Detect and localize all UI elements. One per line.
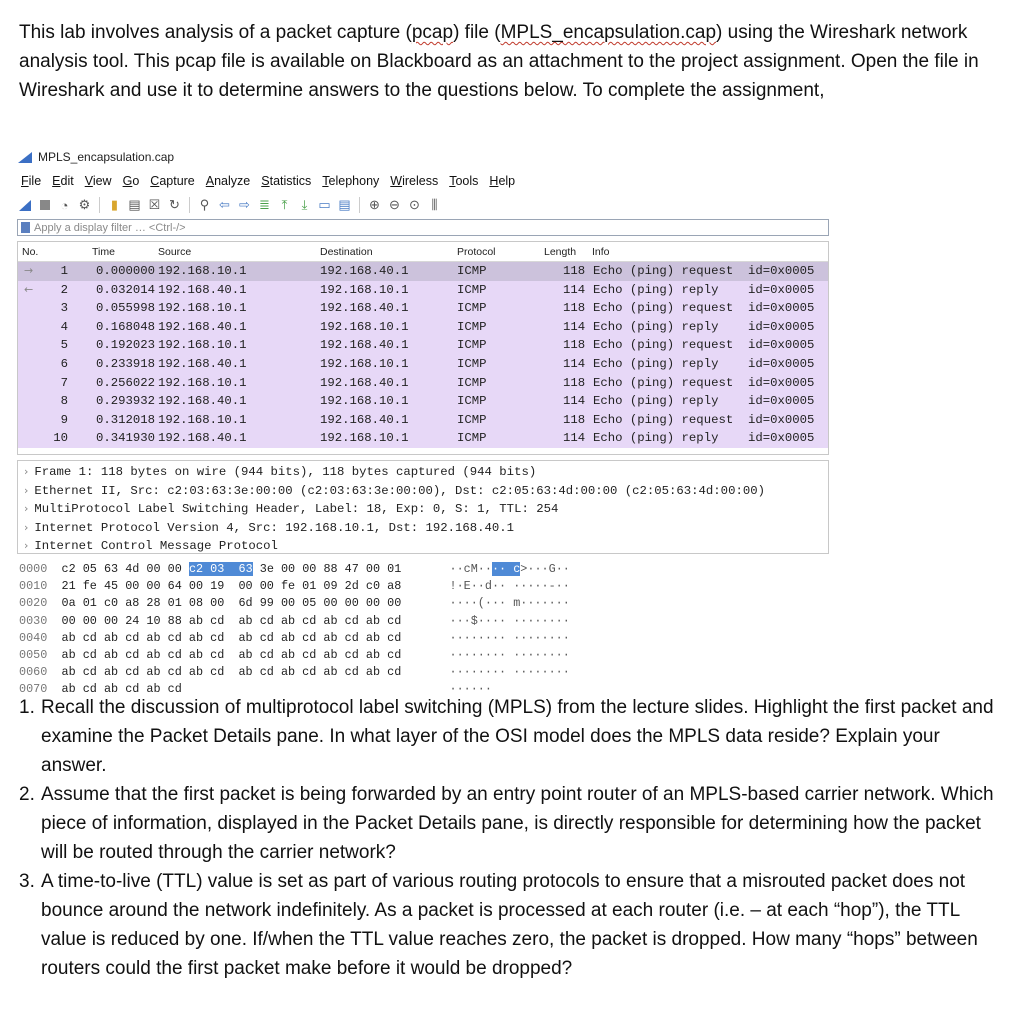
hex-bytes: ab cd ab cd ab cd [61, 682, 182, 697]
cell-protocol: ICMP [457, 282, 487, 297]
menu-analyze[interactable]: Analyze [205, 174, 251, 188]
intro-text-2: ) file ( [453, 22, 501, 43]
hex-offset: 0010 [19, 579, 62, 594]
go-forward-icon[interactable]: ⇨ [239, 197, 250, 212]
cell-no: 2 [60, 282, 68, 297]
intro-paragraph [19, 18, 1004, 105]
capture-options-icon[interactable]: ⚙ [78, 197, 91, 212]
filter-placeholder: Apply a display filter … <Ctrl-/> [34, 221, 186, 234]
hex-bytes: 0a 01 c0 a8 28 01 08 00 6d 99 00 05 00 00 00 00 [61, 596, 402, 611]
main-toolbar [17, 194, 442, 216]
details-ethernet-text: Ethernet II, Src: c2:03:63:3e:00:00 (c2:03:63:3e:00:00), Dst: c2:05:63:4d:00:00 (c2:05:63:4d:00:00) [34, 483, 765, 498]
cell-time: 0.168048 [96, 319, 156, 334]
hex-line[interactable] [19, 596, 570, 613]
cell-source: 192.168.40.1 [158, 431, 247, 446]
hex-bytes: ab cd ab cd ab cd ab cd ab cd ab cd ab cd ab cd [61, 665, 402, 680]
cell-no: 10 [53, 431, 68, 446]
details-frame-text: Frame 1: 118 bytes on wire (944 bits), 118 bytes captured (944 bits) [34, 465, 537, 479]
cell-time: 0.233918 [96, 356, 156, 371]
hex-line[interactable] [19, 614, 570, 631]
zoom-out-icon[interactable]: ⊖ [389, 197, 400, 212]
find-packet-icon[interactable]: ⚲ [199, 197, 210, 212]
cell-protocol: ICMP [457, 319, 487, 334]
start-capture-icon[interactable] [17, 198, 32, 213]
hex-bytes-highlighted: c2 03 63 [188, 562, 253, 576]
packet-row[interactable] [18, 374, 828, 393]
hex-offset: 0070 [19, 682, 62, 697]
menu-file[interactable]: File [21, 174, 42, 188]
packet-row[interactable] [18, 318, 828, 337]
cell-no: 6 [60, 356, 68, 371]
menu-edit[interactable]: Edit [52, 174, 74, 188]
menu-telephony[interactable]: Telephony [322, 174, 380, 188]
cell-info: Echo (ping) reply id=0x0005 [593, 282, 815, 297]
question-number: 1. [19, 697, 35, 718]
column-header-destination[interactable]: Destination [320, 246, 373, 258]
column-header-length[interactable]: Length [544, 246, 577, 258]
zoom-in-icon[interactable]: ⊕ [369, 197, 380, 212]
hex-ascii: ········ ········ [449, 665, 570, 680]
intro-text-3: ) using the Wireshark network analysis tool. This pcap file is available on Blackboard as an attachment to the project assignment. Open the file in Wireshark and use it to determine answers to the questions below. To complete the assignment, [19, 22, 979, 101]
title-bar [17, 146, 174, 168]
hex-bytes: ab cd ab cd ab cd ab cd ab cd ab cd ab cd ab cd [61, 648, 402, 662]
cell-length: 114 [563, 319, 586, 334]
details-icmp[interactable] [18, 537, 828, 556]
cell-no: 5 [60, 338, 68, 353]
cell-info: Echo (ping) reply id=0x0005 [593, 394, 815, 409]
intro-filename: MPLS_encapsulation.cap [500, 22, 717, 43]
expand-chevron-icon[interactable]: › [24, 465, 29, 478]
packet-bytes-pane[interactable] [17, 562, 829, 702]
cell-no: 9 [60, 412, 68, 427]
hex-ascii: ········ ········ [449, 630, 570, 645]
go-back-icon[interactable]: ⇦ [219, 197, 230, 212]
hex-bytes: 21 fe 45 00 00 64 00 19 00 00 fe 01 09 2d c0 a8 [61, 579, 402, 594]
menu-bar [21, 174, 526, 192]
question-number: 3. [19, 871, 35, 892]
cell-destination: 192.168.10.1 [320, 394, 409, 409]
hex-bytes: ab cd ab cd ab cd ab cd ab cd ab cd ab cd ab cd [61, 630, 402, 645]
question-text: Assume that the first packet is being forwarded by an entry point router of an MPLS-based carrier network. Which piece of information, displayed in the Packet Details pane, is directly responsible for determining how the packet will be routed through the carrier network? [41, 784, 994, 863]
cell-info: Echo (ping) reply id=0x0005 [593, 319, 815, 334]
menu-statistics[interactable]: Statistics [261, 174, 312, 188]
cell-destination: 192.168.40.1 [320, 301, 409, 316]
normal-size-icon[interactable]: ⊙ [409, 197, 420, 212]
cell-protocol: ICMP [457, 356, 487, 371]
hex-line[interactable] [19, 579, 570, 596]
question-text: Recall the discussion of multiprotocol label switching (MPLS) from the lecture slides. Highlight the first packet and examine the Packet Details pane. In what layer of the OSI model does the MPLS data reside? Explain your answer. [41, 697, 994, 776]
cell-source: 192.168.10.1 [158, 264, 247, 278]
cell-length: 118 [563, 338, 586, 353]
toolbar-divider [99, 197, 100, 213]
cell-source: 192.168.40.1 [158, 282, 247, 297]
cell-no: 7 [60, 375, 68, 390]
details-ethernet[interactable] [18, 482, 828, 501]
reload-file-icon[interactable]: ↻ [169, 197, 180, 212]
cell-destination: 192.168.10.1 [320, 356, 409, 371]
cell-time: 0.000000 [96, 264, 156, 278]
toolbar-divider [359, 197, 360, 213]
hex-line[interactable] [19, 631, 570, 648]
open-file-icon[interactable]: ▮ [110, 197, 119, 212]
details-mpls[interactable] [18, 500, 828, 519]
hex-ascii: ····(··· m······· [449, 596, 570, 611]
wireshark-window [17, 146, 829, 702]
cell-time: 0.293932 [96, 394, 156, 409]
display-filter-input[interactable] [17, 219, 829, 236]
close-file-icon[interactable]: ☒ [148, 197, 161, 212]
cell-destination: 192.168.10.1 [320, 431, 409, 446]
last-packet-icon[interactable]: ⤓ [301, 197, 308, 212]
hex-bytes: 00 00 00 24 10 88 ab cd ab cd ab cd ab cd ab cd [61, 613, 402, 628]
cell-protocol: ICMP [457, 301, 487, 316]
menu-view[interactable]: View [84, 174, 112, 188]
hex-ascii: ········ ········ [449, 648, 570, 662]
details-frame[interactable] [18, 463, 828, 482]
hex-ascii: ······ [449, 682, 492, 697]
details-ipv4-text: Internet Protocol Version 4, Src: 192.168.10.1, Dst: 192.168.40.1 [34, 520, 515, 535]
column-header-no[interactable]: No. [22, 246, 39, 258]
cell-protocol: ICMP [457, 264, 487, 278]
intro-text-1: This lab involves analysis of a packet capture ( [19, 22, 412, 43]
cell-source: 192.168.40.1 [158, 394, 247, 409]
questions-list [19, 693, 1004, 983]
first-packet-icon[interactable]: ⤒ [281, 197, 288, 212]
details-mpls-text: MultiProtocol Label Switching Header, Label: 18, Exp: 0, S: 1, TTL: 254 [34, 502, 559, 517]
hex-offset: 0030 [19, 613, 62, 628]
hex-ascii: ··cM···· c>···G·· [449, 562, 570, 576]
go-to-packet-icon[interactable]: ≣ [259, 197, 270, 212]
cell-no: 1 [60, 264, 68, 278]
cell-protocol: ICMP [457, 375, 487, 390]
column-header-time[interactable]: Time [92, 246, 115, 258]
cell-length: 118 [563, 375, 586, 390]
hex-ascii: ···$···· ········ [449, 613, 570, 628]
question-number: 2. [19, 784, 35, 805]
cell-source: 192.168.10.1 [158, 301, 247, 316]
cell-time: 0.055998 [96, 301, 156, 316]
cell-destination: 192.168.10.1 [320, 282, 409, 297]
hex-ascii-highlighted: ·· c [491, 562, 521, 576]
packet-row[interactable] [18, 355, 828, 374]
hex-ascii: !·E··d·· ·····-·· [449, 579, 570, 594]
expand-chevron-icon[interactable]: › [24, 539, 29, 553]
restart-capture-icon[interactable]: ◔ [60, 197, 69, 213]
cell-length: 114 [563, 431, 586, 446]
question-2 [19, 780, 1004, 867]
cell-time: 0.032014 [96, 282, 156, 297]
autoscroll-icon[interactable]: ▭ [318, 197, 331, 212]
cell-info: Echo (ping) request id=0x0005 [593, 301, 815, 316]
menu-tools[interactable]: Tools [449, 174, 479, 188]
question-text: A time-to-live (TTL) value is set as part of various routing protocols to ensure that a misrouted packet does not bounce around the network indefinitely. As a packet is processed at each router (i.e. – at each “hop”), the TTL value is reduced by one. If/when the TTL value reaches zero, the packet is dropped. How many “hops” between routers could the first packet make before it would be dropped? [41, 871, 978, 979]
cell-time: 0.256022 [96, 375, 156, 390]
cell-info: Echo (ping) reply id=0x0005 [593, 356, 815, 371]
cell-no: 3 [60, 301, 68, 316]
cell-info: Echo (ping) reply id=0x0005 [593, 431, 815, 446]
cell-info: Echo (ping) request id=0x0005 [593, 375, 815, 390]
details-icmp-text: Internet Control Message Protocol [34, 539, 278, 554]
hex-line[interactable] [19, 562, 570, 579]
cell-source: 192.168.10.1 [158, 338, 247, 353]
cell-length: 114 [563, 282, 586, 297]
cell-protocol: ICMP [457, 394, 487, 409]
window-title: MPLS_encapsulation.cap [38, 150, 175, 164]
cell-length: 114 [563, 394, 586, 409]
cell-source: 192.168.40.1 [158, 356, 247, 371]
column-header-source[interactable]: Source [158, 246, 192, 258]
reply-arrow-icon: ← [24, 282, 34, 296]
save-file-icon[interactable]: ▤ [128, 197, 141, 212]
column-header-protocol[interactable]: Protocol [457, 246, 496, 258]
cell-time: 0.312018 [96, 412, 156, 427]
cell-protocol: ICMP [457, 412, 487, 427]
packet-row[interactable] [18, 281, 828, 300]
packet-row[interactable] [18, 392, 828, 411]
cell-destination: 192.168.40.1 [320, 375, 409, 390]
cell-length: 118 [563, 264, 586, 278]
cell-info: Echo (ping) request id=0x0005 [593, 338, 815, 353]
cell-time: 0.341930 [96, 431, 156, 446]
hex-bytes: 3e 00 00 88 47 00 01 [252, 562, 402, 576]
menu-help[interactable]: Help [489, 174, 516, 188]
cell-no: 8 [60, 394, 68, 409]
cell-length: 118 [563, 412, 586, 427]
cell-length: 114 [563, 356, 586, 371]
packet-list-header [18, 242, 828, 262]
details-ipv4[interactable] [18, 519, 828, 538]
hex-offset: 0040 [19, 630, 62, 645]
colorize-icon[interactable]: ▤ [338, 197, 351, 212]
hex-offset: 0050 [19, 648, 62, 662]
hex-offset: 0060 [19, 665, 62, 680]
cell-source: 192.168.40.1 [158, 319, 247, 334]
packet-row[interactable] [18, 299, 828, 318]
cell-source: 192.168.10.1 [158, 412, 247, 427]
packet-list[interactable] [17, 241, 829, 455]
cell-info: Echo (ping) request id=0x0005 [593, 412, 815, 427]
packet-row[interactable] [18, 411, 828, 430]
cell-source: 192.168.10.1 [158, 375, 247, 390]
hex-offset: 0020 [19, 596, 62, 611]
cell-time: 0.192023 [96, 338, 156, 353]
hex-line[interactable] [19, 648, 570, 665]
stop-capture-icon[interactable] [37, 198, 52, 213]
cell-info: Echo (ping) request id=0x0005 [593, 264, 815, 278]
packet-row[interactable] [18, 429, 828, 448]
menu-capture[interactable]: Capture [150, 174, 195, 188]
cell-destination: 192.168.10.1 [320, 319, 409, 334]
wireshark-fin-icon [17, 151, 33, 164]
expand-chevron-icon[interactable]: › [24, 520, 29, 534]
hex-line[interactable] [19, 665, 570, 682]
question-1 [19, 693, 1004, 780]
cell-protocol: ICMP [457, 431, 487, 446]
packet-row[interactable] [18, 336, 828, 355]
cell-destination: 192.168.40.1 [320, 264, 409, 278]
packet-row[interactable] [18, 262, 828, 281]
packet-details-pane[interactable] [17, 460, 829, 554]
question-3 [19, 867, 1004, 983]
menu-go[interactable]: Go [122, 174, 140, 188]
toolbar-divider [189, 197, 190, 213]
column-header-info[interactable]: Info [592, 246, 610, 258]
expand-chevron-icon[interactable]: › [24, 483, 29, 497]
intro-pcap-word: pcap [411, 22, 454, 43]
cell-no: 4 [60, 319, 68, 334]
cell-length: 118 [563, 301, 586, 316]
bookmark-icon[interactable] [21, 222, 30, 233]
cell-destination: 192.168.40.1 [320, 412, 409, 427]
expand-chevron-icon[interactable]: › [24, 502, 29, 516]
cell-protocol: ICMP [457, 338, 487, 353]
hex-bytes: c2 05 63 4d 00 00 [61, 562, 182, 576]
cell-destination: 192.168.40.1 [320, 338, 409, 353]
menu-wireless[interactable]: Wireless [390, 174, 439, 188]
resize-columns-icon[interactable]: ⫼ [431, 197, 438, 212]
hex-offset: 0000 [19, 562, 62, 576]
request-arrow-icon: → [24, 264, 34, 277]
